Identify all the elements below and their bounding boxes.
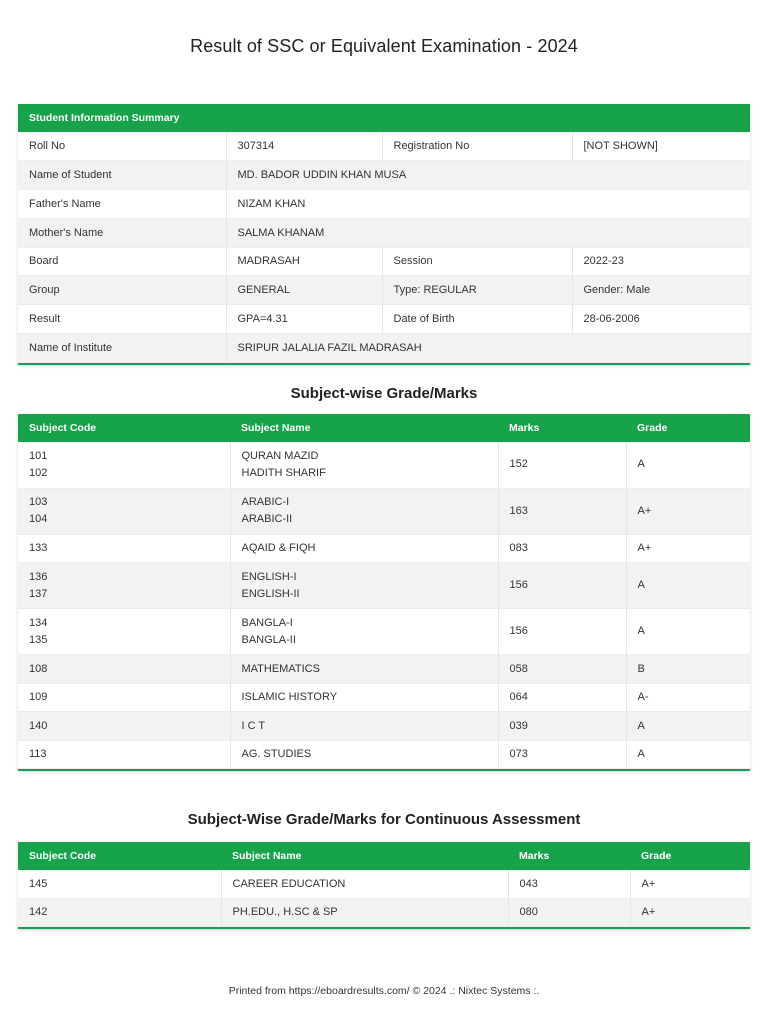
subject-grade: A+ bbox=[630, 898, 750, 926]
subject-code: 135 bbox=[29, 633, 48, 646]
subject-name: AG. STUDIES bbox=[230, 740, 498, 769]
subject-code: 137 bbox=[29, 587, 48, 600]
subject-marks: 163 bbox=[498, 488, 626, 534]
info-label: Roll No bbox=[18, 132, 226, 161]
info-label: Result bbox=[18, 305, 226, 334]
info-value: Type: REGULAR bbox=[382, 276, 572, 305]
info-label: Mother's Name bbox=[18, 218, 226, 247]
subject-grade: A+ bbox=[630, 870, 750, 898]
col-header-grade: Grade bbox=[626, 414, 750, 442]
subject-marks: 043 bbox=[508, 870, 630, 898]
subject-code: 142 bbox=[18, 898, 221, 926]
info-label: Father's Name bbox=[18, 190, 226, 219]
subject-name-cell bbox=[230, 488, 498, 534]
continuous-section-title: Subject-Wise Grade/Marks for Continuous Assessment bbox=[187, 811, 581, 828]
subject-code: 140 bbox=[18, 712, 230, 741]
subject-marks: 156 bbox=[498, 609, 626, 655]
subject-name-cell bbox=[230, 563, 498, 609]
subject-name: BANGLA-II bbox=[241, 633, 296, 646]
subject-grade: B bbox=[626, 655, 750, 684]
subject-grade: A bbox=[626, 712, 750, 741]
col-header-subject-code: Subject Code bbox=[18, 414, 230, 442]
info-value: 2022-23 bbox=[572, 247, 750, 276]
info-value: 307314 bbox=[226, 132, 382, 161]
subject-code: 101 bbox=[29, 449, 48, 462]
subject-code: 108 bbox=[18, 655, 230, 684]
assessment-row bbox=[18, 898, 750, 926]
subject-grades-table bbox=[18, 414, 750, 769]
continuous-assessment-card bbox=[18, 842, 750, 929]
info-row-institute bbox=[18, 333, 750, 362]
subject-name-cell bbox=[230, 609, 498, 655]
info-row-name bbox=[18, 161, 750, 190]
subject-code-cell bbox=[18, 488, 230, 534]
info-value: SRIPUR JALALIA FAZIL MADRASAH bbox=[226, 333, 750, 362]
subject-row bbox=[18, 712, 750, 741]
subject-row bbox=[18, 563, 750, 609]
subject-name: ENGLISH-II bbox=[241, 587, 300, 600]
subject-grade: A bbox=[626, 740, 750, 769]
subject-row bbox=[18, 442, 750, 488]
subject-row bbox=[18, 655, 750, 684]
subject-name: QURAN MAZID bbox=[241, 449, 319, 462]
info-label: Name of Institute bbox=[18, 333, 226, 362]
subject-code-cell bbox=[18, 442, 230, 488]
subject-grade: A bbox=[626, 442, 750, 488]
col-header-subject-code: Subject Code bbox=[18, 842, 221, 870]
subject-code: 134 bbox=[29, 616, 48, 629]
info-value: 28-06-2006 bbox=[572, 305, 750, 334]
subject-name: BANGLA-I bbox=[241, 616, 293, 629]
subject-marks: 080 bbox=[508, 898, 630, 926]
subject-code: 103 bbox=[29, 496, 48, 508]
student-info-table bbox=[18, 104, 750, 363]
subject-section-title: Subject-wise Grade/Marks bbox=[290, 385, 478, 402]
footer-text: Printed from https://eboardresults.com/ © 2024 .: Nixtec Systems :. bbox=[228, 985, 540, 997]
info-value: GPA=4.31 bbox=[226, 305, 382, 334]
assessment-row bbox=[18, 870, 750, 898]
subject-code: 133 bbox=[18, 534, 230, 563]
subject-grade: A+ bbox=[626, 488, 750, 534]
continuous-assessment-table bbox=[18, 842, 750, 927]
subject-grade: A- bbox=[626, 683, 750, 712]
info-row-board bbox=[18, 247, 750, 276]
subject-name: MATHEMATICS bbox=[230, 655, 498, 684]
subject-code-cell bbox=[18, 609, 230, 655]
subject-grade: A bbox=[626, 609, 750, 655]
col-header-marks: Marks bbox=[508, 842, 630, 870]
col-header-subject-name: Subject Name bbox=[230, 414, 498, 442]
info-label: Date of Birth bbox=[382, 305, 572, 334]
info-label: Registration No bbox=[382, 132, 572, 161]
student-info-header: Student Information Summary bbox=[18, 104, 750, 132]
subject-code: 145 bbox=[18, 870, 221, 898]
subject-name: CAREER EDUCATION bbox=[221, 870, 508, 898]
info-value: SALMA KHANAM bbox=[226, 218, 750, 247]
subject-marks: 064 bbox=[498, 683, 626, 712]
subject-code: 113 bbox=[18, 740, 230, 769]
subject-row bbox=[18, 534, 750, 563]
info-value: NIZAM KHAN bbox=[226, 190, 750, 219]
subject-name: ARABIC-I bbox=[241, 496, 290, 508]
info-row-mother bbox=[18, 218, 750, 247]
subject-grade: A+ bbox=[626, 534, 750, 563]
page-title: Result of SSC or Equivalent Examination - 2024 bbox=[190, 36, 578, 56]
info-label: Session bbox=[382, 247, 572, 276]
subject-marks: 073 bbox=[498, 740, 626, 769]
subject-row bbox=[18, 683, 750, 712]
subject-marks: 058 bbox=[498, 655, 626, 684]
subject-row bbox=[18, 609, 750, 655]
col-header-grade: Grade bbox=[630, 842, 750, 870]
info-value: MD. BADOR UDDIN KHAN MUSA bbox=[226, 161, 750, 190]
subject-marks: 152 bbox=[498, 442, 626, 488]
subject-name-cell bbox=[230, 442, 498, 488]
subject-name: ENGLISH-I bbox=[241, 570, 297, 583]
col-header-marks: Marks bbox=[498, 414, 626, 442]
subject-row bbox=[18, 488, 750, 534]
subject-marks: 156 bbox=[498, 563, 626, 609]
subject-code: 109 bbox=[18, 683, 230, 712]
subject-name: PH.EDU., H.SC & SP bbox=[221, 898, 508, 926]
subject-code: 104 bbox=[29, 513, 48, 525]
subject-grades-card bbox=[18, 414, 750, 771]
subject-name: ARABIC-II bbox=[241, 513, 293, 525]
info-label: Name of Student bbox=[18, 161, 226, 190]
info-value: GENERAL bbox=[226, 276, 382, 305]
subject-code: 102 bbox=[29, 466, 48, 479]
subject-marks: 083 bbox=[498, 534, 626, 563]
student-info-card bbox=[18, 104, 750, 365]
info-value: MADRASAH bbox=[226, 247, 382, 276]
info-label: Group bbox=[18, 276, 226, 305]
info-row-roll bbox=[18, 132, 750, 161]
subject-marks: 039 bbox=[498, 712, 626, 741]
subject-code: 136 bbox=[29, 570, 48, 583]
info-row-group bbox=[18, 276, 750, 305]
info-value: Gender: Male bbox=[572, 276, 750, 305]
subject-name: AQAID & FIQH bbox=[230, 534, 498, 563]
subject-grade: A bbox=[626, 563, 750, 609]
subject-code-cell bbox=[18, 563, 230, 609]
info-label: Board bbox=[18, 247, 226, 276]
subject-name: ISLAMIC HISTORY bbox=[230, 683, 498, 712]
info-row-father bbox=[18, 190, 750, 219]
subject-row bbox=[18, 740, 750, 769]
col-header-subject-name: Subject Name bbox=[221, 842, 508, 870]
info-row-result bbox=[18, 305, 750, 334]
subject-name: HADITH SHARIF bbox=[241, 466, 326, 479]
info-value: [NOT SHOWN] bbox=[572, 132, 750, 161]
subject-name: I C T bbox=[230, 712, 498, 741]
